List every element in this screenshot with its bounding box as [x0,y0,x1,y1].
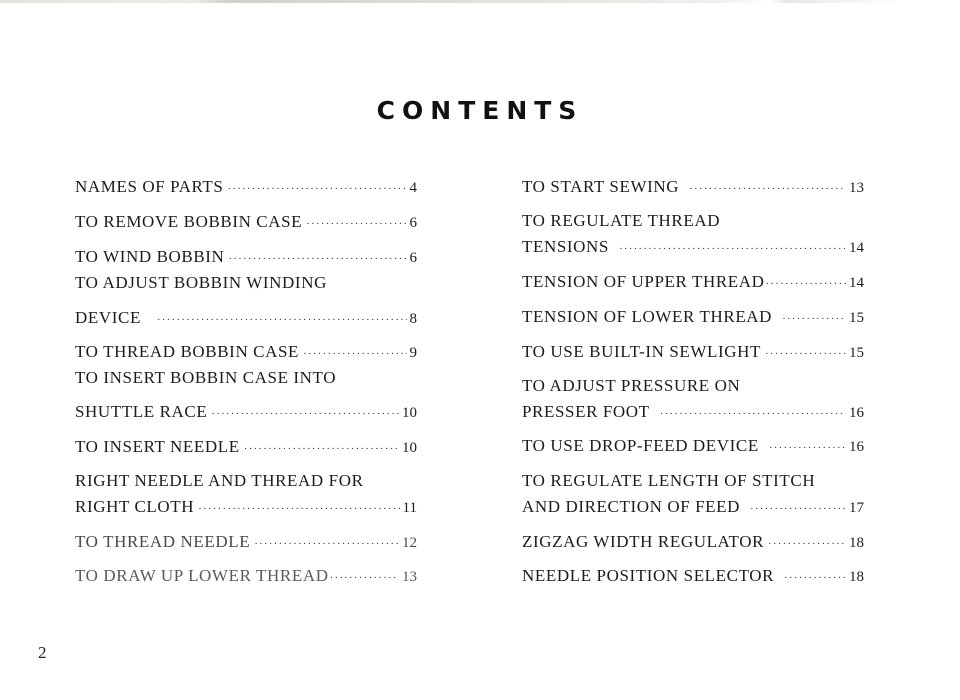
toc-entry[interactable] [75,246,417,268]
dot-leader [303,343,406,365]
toc-entry[interactable] [75,401,417,423]
toc-entry-page: 15 [849,345,864,361]
toc-entry-title: TO ADJUST PRESSURE ON [522,376,741,395]
toc-entry-title: TO REGULATE LENGTH OF STITCH [522,471,816,490]
toc-entry-line-1[interactable] [75,470,417,492]
toc-entry-page: 17 [849,500,864,516]
toc-entry-title: RIGHT CLOTH [75,497,195,516]
toc-entry-page: 9 [409,345,417,361]
toc-entry-title: TENSION OF LOWER THREAD [522,307,773,326]
page-number: 2 [38,643,47,662]
dot-leader [784,567,846,589]
toc-entry-line-1[interactable] [75,272,417,294]
toc-entry[interactable] [522,565,864,587]
toc-entry-title: TENSION OF UPPER THREAD [522,272,765,291]
toc-entry-title: NEEDLE POSITION SELECTOR [522,566,775,585]
toc-entry-title: NAMES OF PARTS [75,177,224,196]
toc-entry-page: 16 [849,405,864,421]
dot-leader [660,403,846,425]
toc-entry-title: PRESSER FOOT [522,402,650,421]
toc-entry-page: 14 [849,275,864,291]
toc-entry-page: 18 [849,535,864,551]
toc-entry-title: TO THREAD NEEDLE [75,532,251,551]
toc-entry-title: SHUTTLE RACE [75,402,208,421]
toc-entry-page: 15 [849,310,864,326]
toc-entry[interactable] [75,211,417,233]
dot-leader [768,533,846,555]
toc-entry-title: ZIGZAG WIDTH REGULATOR [522,532,765,551]
toc-entry-title: TO REGULATE THREAD [522,211,721,230]
dot-leader [765,343,846,365]
toc-entry-title: TO USE DROP-FEED DEVICE [522,436,759,455]
toc-entry[interactable] [522,236,864,258]
toc-entry-page: 12 [402,535,417,551]
dot-leader [769,437,846,459]
toc-entry[interactable] [75,176,417,198]
dot-leader [157,309,407,331]
toc-entry-title: TO INSERT BOBBIN CASE INTO [75,368,337,387]
toc-entry-title: TO ADJUST BOBBIN WINDING [75,273,327,292]
dot-leader [198,498,399,520]
toc-entry[interactable] [522,531,864,553]
toc-entry-page: 6 [409,250,417,266]
toc-entry[interactable] [522,341,864,363]
toc-entry-title: TO WIND BOBBIN [75,247,225,266]
toc-entry[interactable] [522,306,864,328]
toc-entry[interactable] [75,565,417,587]
page-title: CONTENTS [376,96,584,125]
dot-leader [244,438,399,460]
toc-entry-title: TO THREAD BOBBIN CASE [75,342,300,361]
dot-leader [254,533,399,555]
dot-leader [766,273,846,295]
toc-entry-title: AND DIRECTION OF FEED [522,497,741,516]
dot-leader [306,213,406,235]
dot-leader [782,308,846,330]
toc-entry[interactable] [522,176,864,198]
dot-leader [330,567,399,589]
toc-entry[interactable] [75,531,417,553]
toc-entry-line-1[interactable] [75,367,417,389]
toc-entry-title: TO START SEWING [522,177,680,196]
toc-entry-page: 6 [409,215,417,231]
dot-leader [750,498,846,520]
toc-entry-page: 18 [849,569,864,585]
toc-entry[interactable] [522,401,864,423]
toc-entry-line-1[interactable] [522,470,864,492]
dot-leader [619,238,846,260]
dot-leader [227,178,406,200]
toc-entry-page: 11 [402,500,417,516]
toc-entry[interactable] [522,496,864,518]
toc-entry-page: 16 [849,439,864,455]
toc-entry-page: 14 [849,240,864,256]
toc-entry[interactable] [522,435,864,457]
toc-entry[interactable] [75,436,417,458]
toc-entry-title: TO REMOVE BOBBIN CASE [75,212,303,231]
toc-entry-page: 4 [409,180,417,196]
toc-entry-title: RIGHT NEEDLE AND THREAD FOR [75,471,364,490]
toc-entry[interactable] [75,496,417,518]
toc-entry-line-1[interactable] [522,375,864,397]
toc-entry[interactable] [75,307,417,329]
toc-entry-page: 10 [402,440,417,456]
toc-entry-title: TO USE BUILT-IN SEWLIGHT [522,342,762,361]
toc-entry-page: 13 [849,180,864,196]
toc-entry-title: TO DRAW UP LOWER THREAD [75,566,329,585]
scan-top-edge [0,0,960,3]
toc-entry-page: 10 [402,405,417,421]
toc-entry-title: DEVICE [75,308,141,327]
dot-leader [211,403,399,425]
toc-entry-page: 8 [409,311,417,327]
toc-entry-title: TENSIONS [522,237,609,256]
dot-leader [228,248,406,270]
toc-entry-line-1[interactable] [522,210,864,232]
toc-entry[interactable] [75,341,417,363]
dot-leader [689,178,846,200]
toc-entry[interactable] [522,271,864,293]
toc-entry-title: TO INSERT NEEDLE [75,437,240,456]
toc-entry-page: 13 [402,569,417,585]
